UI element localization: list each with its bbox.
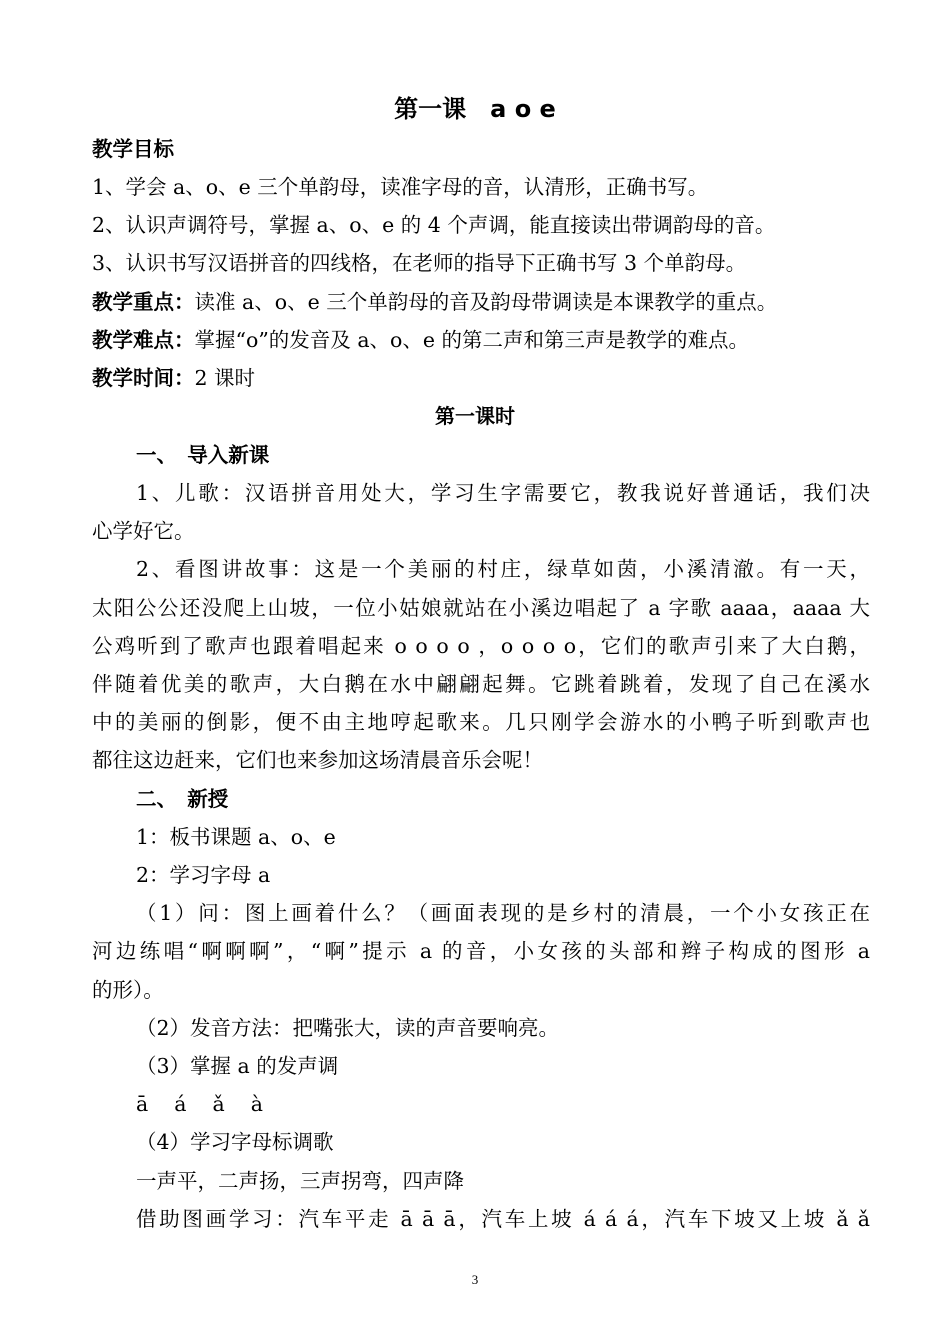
period-title: 第一课时	[435, 404, 515, 428]
key-point-label: 教学重点：	[92, 290, 195, 314]
goals-heading: 教学目标	[92, 137, 174, 161]
tone-1: ā	[136, 1092, 149, 1116]
key-point-text: 读准 a、o、e 三个单韵母的音及韵母带调读是本课教学的重点。	[194, 290, 778, 314]
key-point-line	[92, 283, 870, 321]
time-label: 教学时间：	[92, 366, 195, 390]
tone-2: á	[174, 1092, 187, 1116]
picture-line: 借助图画学习：汽车平走 ā ā ā，汽车上坡 á á á，汽车下坡又上坡 ǎ ǎ	[136, 1207, 870, 1231]
story-line-5: 中的美丽的倒影，便不由主地哼起歌来。几只刚学会游水的小鸭子听到歌声也	[92, 710, 870, 734]
story-line-1: 2、看图讲故事：这是一个美丽的村庄，绿草如茵，小溪清澈。有一天，	[136, 557, 870, 581]
goal-item-2: 2、认识声调符号，掌握 a、o、e 的 4 个声调，能直接读出带调韵母的音。	[92, 213, 776, 237]
difficulty-text: 掌握“o”的发音及 a、o、e 的第二声和第三声是教学的难点。	[194, 328, 750, 352]
song-line-1: 1、儿歌：汉语拼音用处大，学习生字需要它，教我说好普通话，我们决	[136, 481, 870, 505]
story-line-3: 公鸡听到了歌声也跟着唱起来 o o o o ，o o o o，它们的歌声引来了大白鹅，	[92, 634, 870, 658]
difficulty-label: 教学难点：	[92, 328, 195, 352]
time-text: 2 课时	[194, 366, 256, 390]
lesson-title: 第一课 a o e	[394, 95, 556, 123]
tone-3: ǎ	[212, 1092, 225, 1116]
page-number: 3	[471, 1272, 479, 1287]
section2-heading: 二、 新授	[136, 787, 229, 811]
step-1: 1：板书课题 a、o、e	[136, 825, 336, 849]
goal-item-3: 3、认识书写汉语拼音的四线格，在老师的指导下正确书写 3 个单韵母。	[92, 251, 747, 275]
story-line-4: 伴随着优美的歌声，大白鹅在水中翩翩起舞。它跳着跳着，发现了自己在溪水	[92, 672, 870, 696]
q1-line-3: 的形）。	[92, 978, 164, 1002]
time-line	[92, 359, 870, 397]
q1-line-1: （1）问：图上画着什么？（画面表现的是乡村的清晨，一个小女孩正在	[136, 901, 870, 925]
q4-line: （4）学习字母标调歌	[136, 1130, 334, 1154]
q2-line: （2）发音方法：把嘴张大，读的声音要响亮。	[136, 1016, 560, 1040]
q3-line: （3）掌握 a 的发声调	[136, 1054, 339, 1078]
story-line-2: 太阳公公还没爬上山坡，一位小姑娘就站在小溪边唱起了 a 字歌 aaaa，aaaa 大	[92, 596, 870, 620]
step-2: 2：学习字母 a	[136, 863, 271, 887]
tone-row	[136, 1085, 870, 1123]
q1-line-2: 河边练唱“啊啊啊”，“啊”提示 a 的音，小女孩的头部和辫子构成的图形 a	[92, 939, 870, 963]
story-line-6: 都往这边赶来，它们也来参加这场清晨音乐会呢！	[92, 748, 543, 772]
difficulty-line	[92, 321, 870, 359]
tone-4: à	[250, 1092, 263, 1116]
song-line-2: 心学好它。	[92, 519, 195, 543]
goal-item-1: 1、学会 a、o、e 三个单韵母，读准字母的音，认清形，正确书写。	[92, 175, 709, 199]
rhyme-line: 一声平，二声扬，三声拐弯，四声降	[136, 1169, 464, 1193]
section1-heading: 一、 导入新课	[136, 443, 270, 467]
